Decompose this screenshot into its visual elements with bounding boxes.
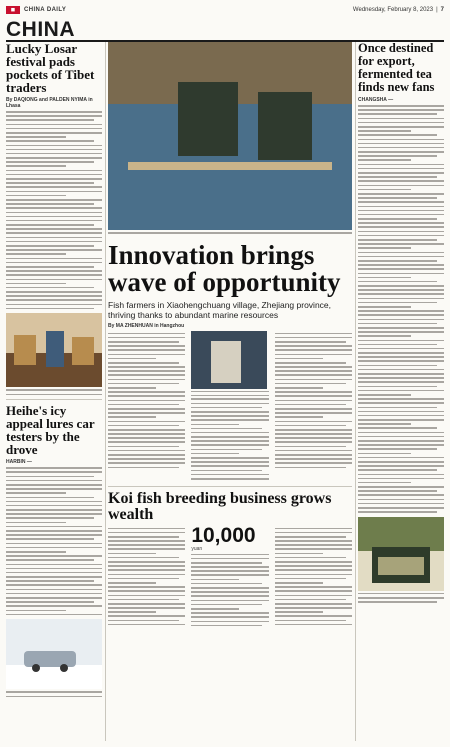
right-column: [358, 42, 444, 741]
left-story-2-photo: [6, 619, 102, 689]
fish-farm-photo: [108, 42, 352, 230]
photo-figure-3: [72, 337, 94, 365]
right-story-headline: Once destined for export, fermented tea finds new fans: [358, 42, 435, 94]
left-photo-2-caption: [6, 691, 102, 697]
market-photo: [6, 313, 102, 387]
main-story-intro: Fish farmers in Xiaohengchuang village, Zhejiang province, thriving thanks to abundant marine resources: [108, 299, 332, 320]
tea-photo: [358, 517, 444, 591]
koi-stat-unit: yuan: [191, 545, 203, 552]
koi-story-body: [108, 523, 352, 627]
page-number: 7: [440, 7, 444, 13]
main-story-headline: Innovation brings wave of opportunity: [108, 239, 341, 297]
left-story-2-byline: HARBIN —: [6, 459, 32, 466]
main-story-inset-photo: [191, 331, 268, 389]
left-story-headline: Lucky Losar festival pads pockets of Tibet traders: [6, 42, 95, 95]
photo-figure-1: [14, 335, 36, 365]
koi-stat-value: 10,000: [191, 523, 256, 547]
right-story-photo: [358, 517, 444, 591]
right-story-body: [358, 105, 444, 513]
main-story-body: [108, 331, 352, 480]
main-column: [108, 42, 352, 741]
masthead: ◼ CHINA DAILY Wednesday, February 8, 2023 | 7: [6, 4, 444, 16]
left-photo-caption: [6, 389, 102, 395]
main-story-photo: [108, 42, 352, 230]
section-title: CHINA: [6, 18, 75, 41]
main-inset-caption: [191, 391, 268, 397]
left-story-2-headline: Heihe's icy appeal lures car testers by the drove: [6, 403, 95, 458]
left-story-2-body: [6, 467, 102, 615]
left-story-byline: By DAQIONG and PALDEN NYIMA in Lhasa: [6, 97, 93, 109]
technician-photo: [191, 331, 267, 389]
right-story-byline: CHANGSHA —: [358, 97, 394, 103]
koi-story-headline: Koi fish breeding business grows wealth: [108, 489, 332, 523]
snow-car-photo: [6, 619, 102, 689]
left-story-body: [6, 111, 102, 309]
section-header: [6, 18, 444, 42]
paper-name: CHINA DAILY: [24, 7, 67, 13]
article-columns: [6, 42, 444, 741]
issue-date: Wednesday, February 8, 2023: [352, 7, 434, 13]
left-column: [6, 42, 102, 741]
right-photo-caption: [358, 593, 444, 603]
photo-figure-2: [46, 331, 64, 367]
main-story-byline: By MA ZHENHUAN in Hangzhou: [108, 322, 185, 329]
newspaper-logo-icon: ◼: [6, 6, 20, 14]
left-story-photo: [6, 313, 102, 387]
main-photo-caption: [108, 232, 352, 234]
